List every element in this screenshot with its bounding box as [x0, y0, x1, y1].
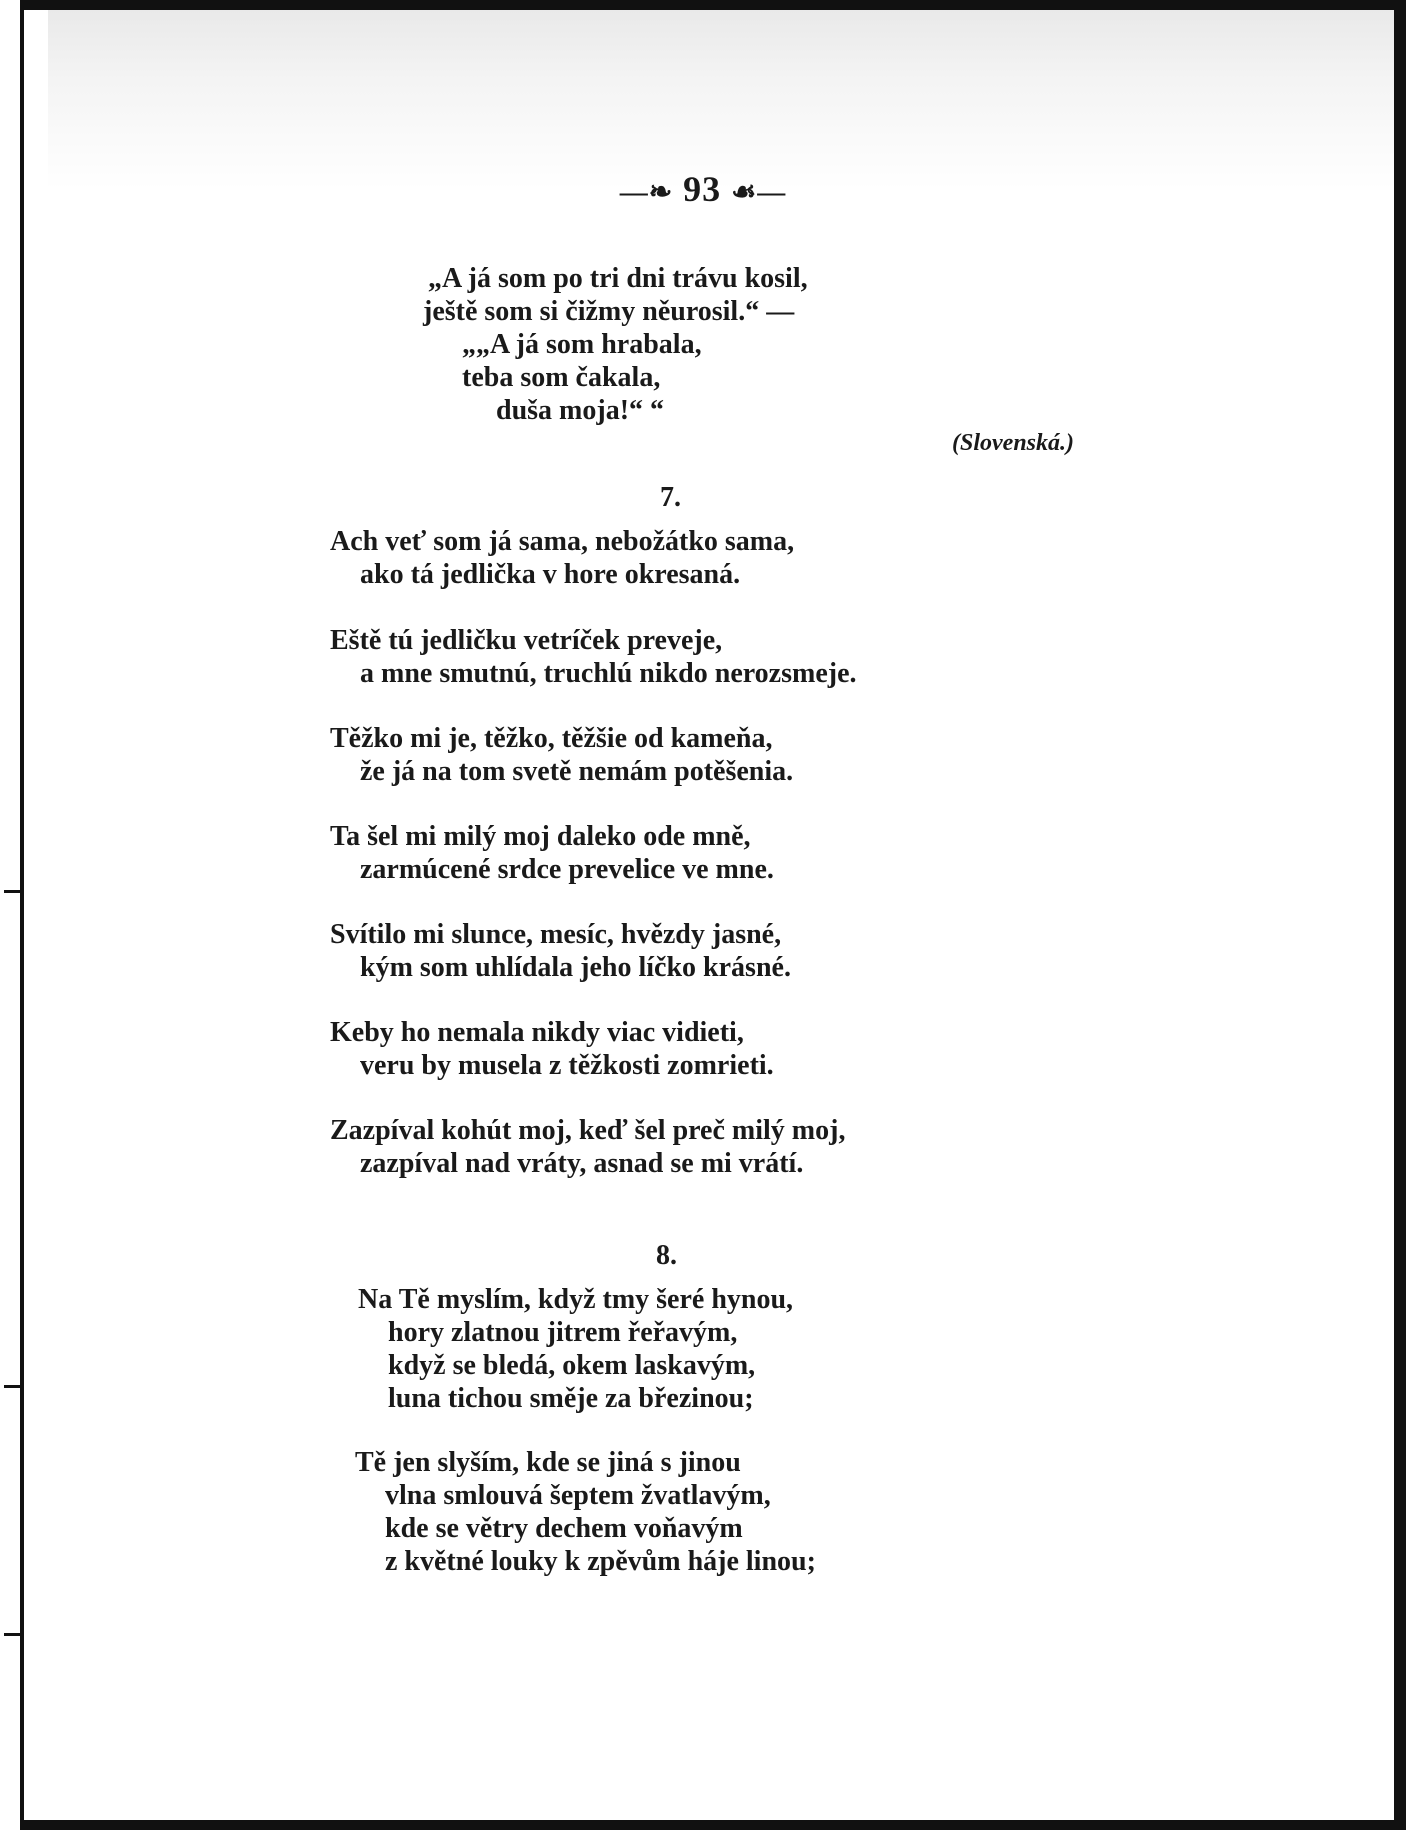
binding-mark	[4, 1633, 22, 1636]
poem-number: 7.	[660, 482, 681, 513]
binding-mark	[4, 1385, 22, 1388]
verse-line: luna tichou směje za březinou;	[388, 1383, 754, 1414]
verse-line: zarmúcené srdce prevelice ve mne.	[360, 854, 774, 885]
verse-line: hory zlatnou jitrem řeřavým,	[388, 1317, 738, 1348]
verse-line: Ta šel mi milý moj daleko ode mně,	[330, 821, 751, 852]
ornament-right-icon: ☙—	[731, 177, 787, 208]
scan-edge-left	[20, 0, 24, 1830]
page-number: 93	[683, 169, 722, 209]
poem-7-stanza	[330, 525, 794, 591]
scan-edge-bottom	[20, 1820, 1406, 1830]
source-note: (Slovenská.)	[952, 430, 1074, 456]
poem-7-stanza	[330, 820, 774, 886]
verse-line: „A já som po tri dni trávu kosil,	[428, 263, 808, 294]
poem-7-stanza	[330, 1016, 774, 1082]
verse-line: kým som uhlídala jeho líčko krásné.	[360, 952, 791, 983]
poem-7-stanza	[330, 1114, 845, 1180]
verse-line: Zazpíval kohút moj, keď šel preč milý moj,	[330, 1115, 846, 1146]
poem-8-stanza	[355, 1446, 816, 1578]
verse-line: že já na tom svetě nemám potěšenia.	[360, 756, 794, 787]
verse-line: Keby ho nemala nikdy viac vidieti,	[330, 1017, 744, 1048]
verse-line: když se bledá, okem laskavým,	[388, 1350, 756, 1381]
verse-line: ako tá jedlička v hore okresaná.	[360, 559, 741, 590]
verse-line: Svítilo mi slunce, mesíc, hvězdy jasné,	[330, 919, 782, 950]
verse-line: veru by musela z těžkosti zomrieti.	[360, 1050, 774, 1081]
scan-edge-right	[1394, 0, 1406, 1830]
verse-line: teba som čakala,	[462, 362, 661, 393]
poem-number: 8.	[656, 1240, 677, 1271]
page-number-header	[0, 168, 1406, 210]
poem-7-stanza	[330, 722, 793, 788]
verse-line: duša moja!“ “	[496, 395, 665, 426]
verse-line: Tě jen slyším, kde se jiná s jinou	[355, 1447, 741, 1478]
verse-line: Ach veť som já sama, nebožátko sama,	[330, 526, 795, 557]
stanza-continued	[423, 262, 808, 427]
poem-7-stanza	[330, 918, 791, 984]
verse-line: z květné louky k zpěvům háje linou;	[385, 1546, 816, 1577]
poem-8-stanza	[358, 1283, 793, 1415]
verse-line: zazpíval nad vráty, asnad se mi vrátí.	[360, 1148, 804, 1179]
verse-line: „„A já som hrabala,	[462, 329, 702, 360]
verse-line: kde se větry dechem voňavým	[385, 1513, 743, 1544]
scan-edge-top	[20, 0, 1406, 10]
verse-line: vlna smlouvá šeptem žvatlavým,	[385, 1480, 771, 1511]
binding-mark	[4, 890, 22, 893]
verse-line: Těžko mi je, těžko, těžšie od kameňa,	[330, 723, 773, 754]
verse-line: Eště tú jedličku vetríček preveje,	[330, 625, 723, 656]
verse-line: Na Tě myslím, když tmy šeré hynou,	[358, 1284, 794, 1315]
ornament-left-icon: —❧	[619, 177, 674, 208]
verse-line: a mne smutnú, truchlú nikdo nerozsmeje.	[360, 658, 857, 689]
verse-line: ještě som si čižmy něurosil.“ —	[423, 296, 795, 327]
poem-7-stanza	[330, 624, 857, 690]
